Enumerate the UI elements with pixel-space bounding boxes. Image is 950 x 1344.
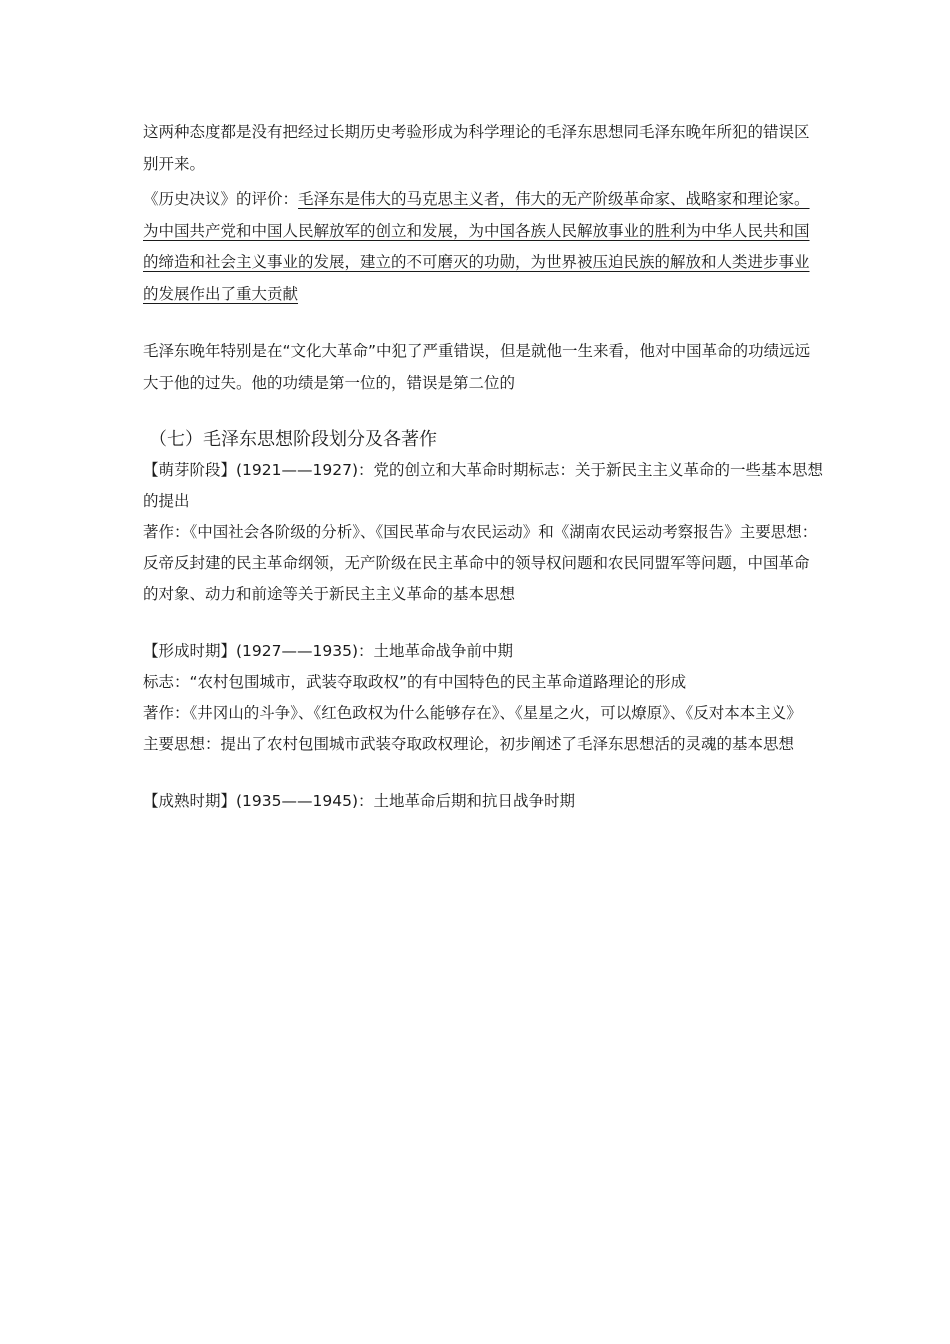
paragraph-historical-resolution	[143, 184, 823, 310]
spacer	[143, 399, 823, 425]
stage-formation-thought: 主要思想：提出了农村包围城市武装夺取政权理论，初步阐述了毛泽东思想活的灵魂的基本思想	[143, 735, 795, 753]
stage-sprouting-header: 【萌芽阶段】(1921——1927)：党的创立和大革命时期标志：关于新民主主义革命的一些基本思想的提出	[143, 461, 823, 510]
stage-formation-header: 【形成时期】(1927——1935)：土地革命战争前中期	[143, 642, 513, 660]
resolution-quote: 毛泽东是伟大的马克思主义者，伟大的无产阶级革命家、战略家和理论家。为中国共产党和中国人民解放军的创立和发展，为中国各族人民解放事业的胜利为中华人民共和国的缔造和社会主义事业的发展，建立的不可磨灭的功勋，为世界被压迫民族的解放和人类进步事业的发展作出了重大贡献	[143, 190, 810, 303]
paragraph-late-years: 毛泽东晚年特别是在“文化大革命”中犯了严重错误，但是就他一生来看，他对中国革命的功绩远远大于他的过失。他的功绩是第一位的，错误是第二位的	[143, 342, 811, 392]
spacer	[143, 760, 823, 786]
spacer	[143, 310, 823, 336]
stage-formation-sign: 标志：“农村包围城市，武装夺取政权”的有中国特色的民主革命道路理论的形成	[143, 673, 687, 691]
document-page	[143, 117, 823, 817]
resolution-label: 《历史决议》的评价：	[143, 190, 299, 208]
section-title: （七）毛泽东思想阶段划分及各著作	[149, 429, 437, 450]
spacer	[143, 610, 823, 636]
stage-sprouting-works: 著作：《中国社会各阶级的分析》、《国民革命与农民运动》和《湖南农民运动考察报告》主要思想：反帝反封建的民主革命纲领，无产阶级在民主革命中的领导权问题和农民同盟军等问题，中国革命的对象、动力和前途等关于新民主主义革命的基本思想	[143, 523, 818, 603]
paragraph-two-attitudes: 这两种态度都是没有把经过长期历史考验形成为科学理论的毛泽东思想同毛泽东晚年所犯的错误区别开来。	[143, 123, 810, 173]
stage-maturity-header: 【成熟时期】(1935——1945)：土地革命后期和抗日战争时期	[143, 792, 575, 810]
stage-formation-works: 著作：《井冈山的斗争》、《红色政权为什么能够存在》、《星星之火，可以燎原》、《反对本本主义》	[143, 704, 802, 722]
